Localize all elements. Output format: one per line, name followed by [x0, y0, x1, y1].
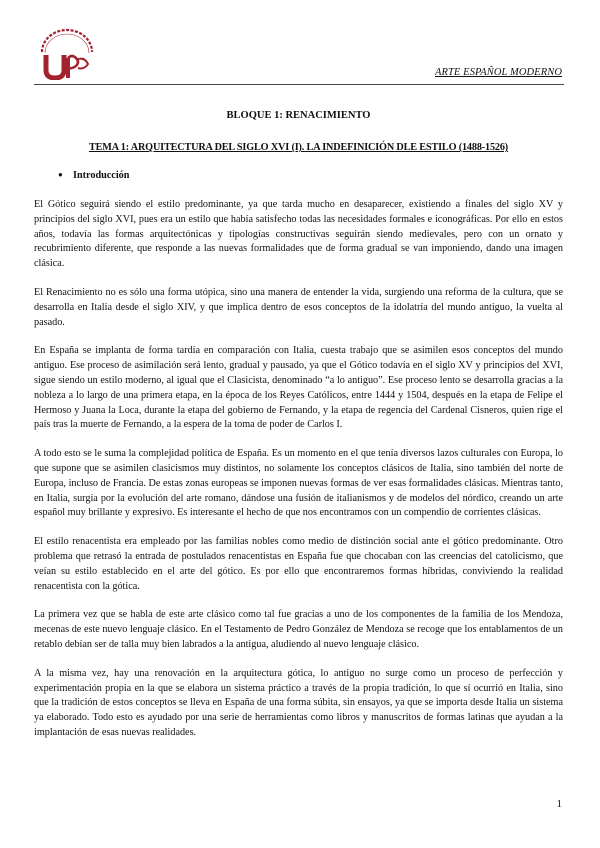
paragraph: El estilo renacentista era empleado por las familias nobles como medio de distinción social ante el gótico predominante. Otro problema que retrasó la entrada de postulados renacentistas en España fue que chocaban con las creencias del catolicismo, que veían su estilo establecido en el arte del gótico. Es por ello que encontraremos formas híbridas, conviviendo la realidad renacentista con la gótica.	[34, 536, 563, 592]
university-logo	[36, 28, 98, 80]
university-seal-icon	[36, 28, 98, 80]
document-body	[34, 110, 563, 741]
block-title: BLOQUE 1: RENACIMIENTO	[226, 110, 371, 121]
paragraph: A la misma vez, hay una renovación en la arquitectura gótica, lo antiguo no surge como un proceso de perfección y experimentación propia en la que se elabora un sistema práctico a través de la propia tradición, lo que sí ocurrió en Italia, sino que la tradición de estos conceptos se lleva en España de una forma súbita, sin ensayos, ya que se importa desde Italia un sistema ya elaborado. Todo esto es ayudado por una serie de herramientas como libros y manuscritos de formas latinas que ayudan a la implantación de esas nuevas realidades.	[34, 667, 563, 738]
topic-title: TEMA 1: ARQUITECTURA DEL SIGLO XVI (I). LA INDEFINICIÓN DLE ESTILO (1488-1526)	[88, 142, 509, 153]
section-title: Introducción	[73, 170, 130, 181]
paragraph: A todo esto se le suma la complejidad política de España. Es un momento en el que tenía diversos lazos culturales con Europa, lo que supone que se asimilen clasicismos muy distintos, no solamente los conceptos clásicos de Italia, sino también del norte de Europa, incluso de Francia. De estas zonas europeas se imponen nuevas formas de ver esas formalidades clásicas. Mientras tanto, en Italia, surgía por la evolución del arte romano, dándose una fusión de italianismos y de modelos del nórdico, creando un arte español muy brillante y expresivo. Es interesante el hecho de que nos encontramos con un compendio de corrientes clásicas.	[34, 448, 563, 519]
paragraph: En España se implanta de forma tardía en comparación con Italia, cuesta trabajo que se asimilen esos conceptos del mundo antiguo. Ese proceso de asimilación será lento, gradual y pausado, ya que el Gótico todavía en el siglo XV y principios del XVI, sigue siendo un estilo moderno, al igual que el Clasicista, denominado “a lo antiguo”. Ese proceso lento se desarrolla gracias a la nobleza a lo largo de una primera etapa, en la época de los Reyes Católicos, entre 1444 y 1504, después en la etapa de Felipe el Hermoso y Juana la Loca, durante la etapa del gobierno de Fernando, y la etapa de regencia del Cardenal Cisneros, quien rige el país tras la muerte de Fernando, a la espera de la toma de poder de Carlos I.	[34, 345, 563, 431]
paragraph: El Renacimiento no es sólo una forma utópica, sino una manera de entender la vida, surgiendo una reforma de la cultura, que se desarrolla en Italia desde el siglo XIV, y que implica dentro de esos conceptos de la idolatría del mundo antiguo, la vuelta al pasado.	[34, 286, 563, 328]
section-heading	[58, 170, 563, 181]
paragraph: El Gótico seguirá siendo el estilo predominante, ya que tarda mucho en desaparecer, existiendo a finales del siglo XV y principios del siglo XVI, pues era un estilo que había satisfecho todas las necesidades formales e iconográficas. Por ello en estos años, todavía las formas arquitectónicas y tipologías constructivas seguirán siendo medievales, pero con un ornato y recubrimiento diferente, que responde a las nuevas formalidades que de forma gradual se van imponiendo, dando una imagen clásica.	[34, 199, 563, 270]
course-title: ARTE ESPAÑOL MODERNO	[434, 67, 562, 78]
page-number: 1	[556, 798, 562, 810]
paragraph: La primera vez que se habla de este arte clásico como tal fue gracias a uno de los componentes de la familia de los Mendoza, mecenas de este nuevo lenguaje clásico. En el Testamento de Pedro González de Mendoza se recoge que los entablamentos de un retablo debían ser de talla muy bien labrados a la antigua, aludiendo al nuevo lenguaje clásico.	[34, 609, 563, 650]
bullet-icon: ●	[58, 170, 63, 179]
header-divider	[34, 84, 564, 85]
